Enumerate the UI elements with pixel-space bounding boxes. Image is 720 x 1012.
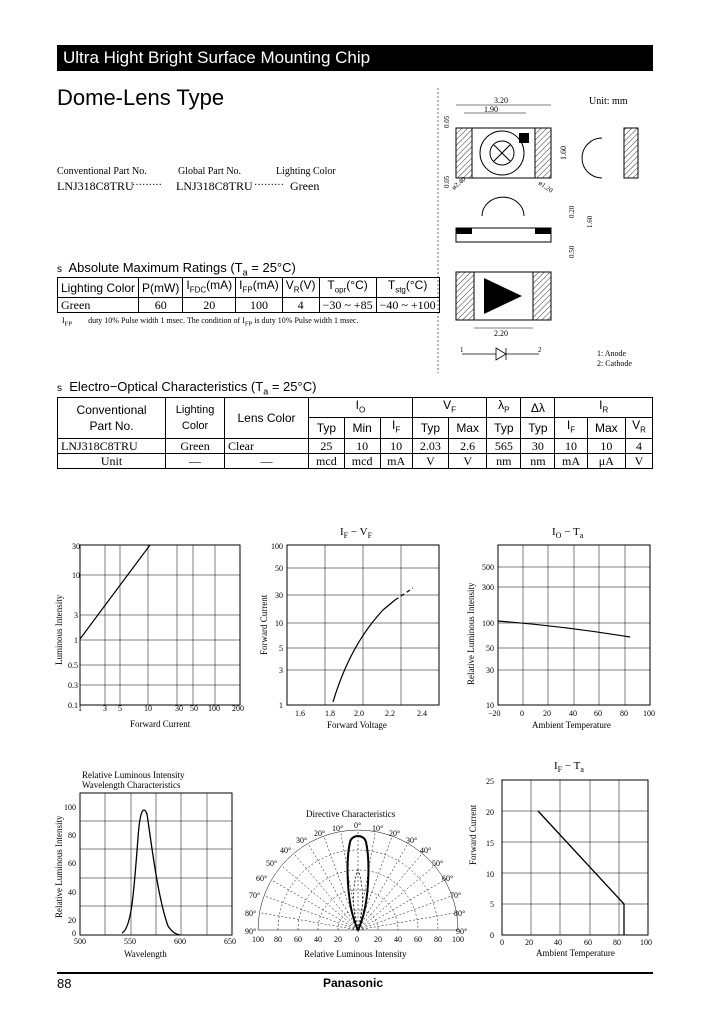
- graph-lum-vs-current: [50, 525, 250, 735]
- tick-label: 80: [613, 938, 621, 947]
- tick-label: 10: [486, 870, 494, 879]
- dim-1-60b: 1.60: [586, 215, 594, 228]
- tick-label: 10: [72, 571, 80, 580]
- angle-0: 0°: [354, 821, 362, 830]
- tick-label: 40: [68, 888, 76, 897]
- header-bar: [57, 45, 653, 71]
- dots-2: ·········: [254, 180, 284, 191]
- tick-label: 10: [144, 704, 152, 713]
- graph-title-1: Relative Luminous Intensity: [82, 770, 185, 780]
- tick-label: 0: [500, 938, 504, 947]
- graph-title: $I_O - T_a$: [552, 526, 584, 540]
- tick-label: 60: [584, 938, 592, 947]
- tick-label: 30: [275, 591, 283, 600]
- tick-label: 20: [486, 808, 494, 817]
- angle-left-60: 60°: [256, 874, 268, 883]
- dim-0-20: 0.20: [568, 205, 576, 218]
- tick-label: 40: [394, 935, 402, 944]
- header-title: Ultra Hight Bright Surface Mounting Chip: [63, 48, 371, 67]
- tick-label: 50: [486, 644, 494, 653]
- page-number: 88: [57, 976, 72, 991]
- angle-left-80: 80°: [245, 909, 257, 918]
- tick-label: 3: [103, 704, 107, 713]
- tick-label: 50: [190, 704, 198, 713]
- angle-right-40: 40°: [420, 846, 432, 855]
- table-row: Conventional Part No. Lighting Color Lens Color $I_O$ $V_F$ $\lambda_P$ Δλ $I_R$: [58, 398, 653, 418]
- axis-xlabel: Forward Current: [130, 719, 191, 729]
- dim-dia-2-40: ø2.40: [450, 175, 468, 192]
- tick-label: 100: [640, 938, 652, 947]
- tick-label: 550: [124, 937, 136, 946]
- tick-label: 100: [64, 803, 76, 812]
- label-color: Lighting Color: [276, 166, 336, 177]
- dim-1-60a: 1.60: [559, 146, 568, 160]
- abs-max-note: $I_{FP}$ duty 10% Pulse width 1 msec. The condition of $I_{FP}$ is duty 10% Pulse width 1 msec.: [62, 316, 359, 328]
- angle-right-50: 50°: [432, 859, 444, 868]
- table-row: Lighting Color P(mW) $I_{FDC}(mA)$ $I_{FP}(mA)$ $V_R(V)$ $T_{opr}(^\circ C)$ $T_{stg}(^\circ C)$: [58, 278, 440, 298]
- tick-label: 5: [279, 644, 283, 653]
- tick-label: 2.4: [417, 709, 427, 718]
- tick-label: 60: [594, 709, 602, 718]
- tick-label: 0.5: [68, 661, 78, 670]
- dim-0-05a: 0.05: [443, 115, 451, 128]
- tick-label: 40: [569, 709, 577, 718]
- tick-label: 20: [543, 709, 551, 718]
- tick-label: 100: [482, 619, 494, 628]
- tick-label: 1: [78, 704, 82, 713]
- tick-label: 80: [68, 831, 76, 840]
- tick-label: 50: [275, 564, 283, 573]
- tick-label: 500: [482, 563, 494, 572]
- axis-xlabel: Wavelength: [124, 949, 167, 959]
- tick-label: 200: [232, 704, 244, 713]
- dots-1: ·········: [132, 180, 162, 191]
- angle-right-90: 90°: [456, 927, 468, 936]
- angle-right-20: 20°: [389, 829, 401, 838]
- drawing-unit: Unit: mm: [589, 96, 628, 107]
- tick-label: 30: [486, 666, 494, 675]
- angle-left-20: 20°: [314, 829, 326, 838]
- value-conventional: LNJ318C8TRU: [57, 179, 134, 193]
- tick-label: 3: [74, 611, 78, 620]
- tick-label: 1: [279, 701, 283, 710]
- tick-label: 80: [434, 935, 442, 944]
- tick-label: 2.0: [354, 709, 364, 718]
- tick-label: 60: [414, 935, 422, 944]
- axis-ylabel: Relative Luminous Intensity: [54, 815, 64, 918]
- angle-left-40: 40°: [280, 846, 292, 855]
- legend-anode: 1: Anode: [597, 349, 627, 358]
- angle-left-10: 10°: [332, 824, 344, 833]
- tick-label: 20: [525, 938, 533, 947]
- legend-cathode: 2: Cathode: [597, 359, 632, 368]
- angle-left-50: 50°: [266, 859, 278, 868]
- tick-label: 3: [279, 666, 283, 675]
- dim-0-50: 0.50: [568, 245, 576, 258]
- graph-wavelength: [50, 768, 250, 963]
- tick-label: 100: [452, 935, 464, 944]
- tick-label: 40: [314, 935, 322, 944]
- tick-label: 100: [271, 542, 283, 551]
- angle-right-10: 10°: [372, 824, 384, 833]
- label-global: Global Part No.: [178, 166, 242, 177]
- axis-xlabel: Ambient Temperature: [532, 720, 611, 730]
- type-title: Dome-Lens Type: [57, 85, 225, 110]
- tick-label: 2.2: [385, 709, 395, 718]
- dim-dia-1-20: ø1.20: [536, 179, 555, 195]
- tick-label: 80: [620, 709, 628, 718]
- tick-label: 1.8: [325, 709, 335, 718]
- tick-label: 40: [554, 938, 562, 947]
- graph-title: Directive Characteristics: [306, 809, 396, 819]
- tick-label: 20: [374, 935, 382, 944]
- tick-label: 0: [355, 935, 359, 944]
- axis-ylabel: Forward Current: [468, 804, 478, 865]
- tick-label: −20: [488, 709, 501, 718]
- tick-label: 0: [520, 709, 524, 718]
- tick-label: 80: [274, 935, 282, 944]
- tick-label: 5: [118, 704, 122, 713]
- tick-label: 1.6: [295, 709, 305, 718]
- eo-title: s Electro−Optical Characteristics $(T_a = 25^\circ C)$: [57, 379, 317, 397]
- label-conventional: Conventional Part No.: [57, 166, 147, 177]
- tick-label: 10: [486, 701, 494, 710]
- graph-if-vf: [255, 520, 445, 735]
- axis-ylabel: Luminous Intensity: [54, 594, 64, 665]
- table-row: LNJ318C8TRU Green Clear 25 10 10 2.03 2.6 565 30 10 10 4: [58, 438, 653, 453]
- axis-xlabel: Ambient Temperature: [536, 948, 615, 958]
- table-row: Unit — — mcd mcd mA V V nm nm mA μA V: [58, 453, 653, 468]
- dim-1-90: 1.90: [484, 105, 498, 114]
- eo-table: [57, 397, 653, 469]
- graph-directive: [242, 800, 474, 965]
- value-color: Green: [290, 179, 320, 193]
- tick-label: 0.3: [68, 681, 78, 690]
- tick-label: 60: [68, 859, 76, 868]
- axis-ylabel: Forward Current: [259, 594, 269, 655]
- tick-label: 20: [68, 916, 76, 925]
- tick-label: 60: [294, 935, 302, 944]
- angle-right-80: 80°: [454, 909, 466, 918]
- tick-label: 25: [486, 777, 494, 786]
- dim-3-20: 3.20: [494, 96, 508, 105]
- tick-label: 650: [224, 937, 236, 946]
- tick-label: 5: [490, 900, 494, 909]
- tick-label: 0.1: [68, 701, 78, 710]
- axis-ylabel: Relative Luminous Intensity: [466, 582, 476, 685]
- graph-title: $I_F - T_a$: [554, 760, 584, 774]
- tick-label: 0: [490, 931, 494, 940]
- tick-label: 15: [486, 839, 494, 848]
- table-row: Green 60 20 100 4 −30 ~ +85 −40 ~ +100: [58, 298, 440, 313]
- graph-title: $I_F - V_F$: [340, 526, 373, 540]
- angle-right-30: 30°: [406, 836, 418, 845]
- graph-if-ta: [462, 755, 662, 965]
- pin-1: 1: [460, 346, 464, 354]
- tick-label: 100: [208, 704, 220, 713]
- tick-label: 100: [252, 935, 264, 944]
- angle-right-70: 70°: [450, 891, 462, 900]
- tick-label: 1: [74, 636, 78, 645]
- abs-max-title: s Absolute Maximum Ratings $(T_a = 25^\circ C)$: [57, 260, 296, 278]
- dim-2-20: 2.20: [494, 329, 508, 338]
- tick-label: 30: [175, 704, 183, 713]
- tick-label: 30: [72, 542, 80, 551]
- axis-xlabel: Relative Luminous Intensity: [304, 949, 407, 959]
- table-row: Typ Min $I_F$ Typ Max Typ Typ $I_F$ Max $V_R$: [58, 418, 653, 438]
- graph-io-ta: [462, 520, 662, 735]
- footer-divider: [57, 972, 653, 974]
- tick-label: 0: [72, 929, 76, 938]
- tick-label: 600: [174, 937, 186, 946]
- package-drawing: [434, 88, 654, 378]
- tick-label: 20: [334, 935, 342, 944]
- value-global: LNJ318C8TRU: [176, 179, 253, 193]
- brand-logo: Panasonic: [323, 976, 384, 990]
- angle-left-30: 30°: [296, 836, 308, 845]
- graph-title-2: Wavelength Characteristics: [82, 780, 181, 790]
- angle-right-60: 60°: [442, 874, 454, 883]
- angle-left-70: 70°: [249, 891, 261, 900]
- axis-xlabel: Forward Voltage: [327, 720, 387, 730]
- abs-max-table: [57, 277, 440, 313]
- tick-label: 500: [74, 937, 86, 946]
- pin-2: 2: [538, 346, 542, 354]
- dim-0-05b: 0.05: [443, 175, 451, 188]
- tick-label: 100: [643, 709, 655, 718]
- angle-left-90: 90°: [245, 927, 257, 936]
- tick-label: 10: [275, 619, 283, 628]
- tick-label: 300: [482, 583, 494, 592]
